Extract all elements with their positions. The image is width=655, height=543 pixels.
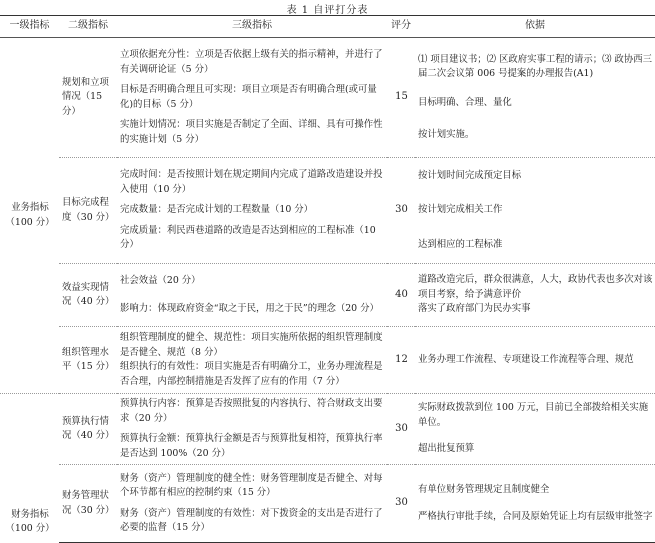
- level3-cell: [117, 327, 387, 394]
- level3-item: 社会效益（20 分）: [120, 274, 201, 286]
- level3-item: 财务（资产）管理制度的有效性：对下拨资金的支出是否进行了必要的监督（15 分）: [120, 507, 383, 533]
- level2-cell: 财务管理状况（30 分）: [59, 465, 117, 543]
- level3-cell: [117, 264, 387, 327]
- basis-item: 有单位财务管理规定且制度健全: [418, 484, 550, 495]
- table-row: [0, 38, 655, 158]
- basis-cell: [415, 465, 655, 543]
- table-caption: 表 1 自评打分表: [286, 5, 369, 16]
- level3-item: 实施计划情况：项目实施是否制定了全面、详细、具有可操作性的实施计划（5 分）: [120, 119, 383, 145]
- level3-item: 预算执行内容：预算是否按照批复的内容执行、符合财政支出要求（20 分）: [120, 398, 383, 424]
- header-row: [0, 16, 655, 38]
- basis-item: 按计划完成相关工作: [418, 204, 503, 216]
- header-level1: 一级指标: [0, 16, 59, 38]
- basis-cell: [415, 38, 655, 158]
- score-cell: 30: [387, 465, 415, 543]
- level2-cell: 规划和立项情况（15 分）: [62, 76, 109, 117]
- level3-cell: [117, 158, 387, 264]
- level2-cell: 组织管理水平（15 分）: [59, 327, 117, 394]
- score-cell: 30: [387, 394, 415, 465]
- basis-item: 达到相应的工程标准: [418, 238, 503, 250]
- basis-item: 目标明确、合理、量化: [418, 96, 512, 108]
- header-level2: 二级指标: [59, 16, 117, 38]
- level3-item: 完成数量：是否完成计划的工程数量（10 分）: [120, 204, 314, 216]
- basis-item: 严格执行审批手续，合同及原始凭证上均有层级审批签字: [418, 510, 653, 522]
- level3-item: 影响力：体现政府资金“取之于民，用之于民”的理念（20 分）: [120, 303, 379, 314]
- level3-item: 预算执行金额：预算执行金额是否与预算批复相符，预算执行率是否达到 100%（20 分）: [120, 433, 383, 459]
- basis-item: 业务办理工作流程、专项建设工作流程等合理、规范: [418, 353, 634, 365]
- level3-item: 目标是否明确合理且可实现：项目立项是否有明确合理(或可量化)的目标（5 分）: [120, 84, 377, 110]
- basis-item: ⑴ 项目建议书；⑵ 区政府实事工程的请示；⑶ 政协西三届二次会议第 006 号提案的办理报告(A1): [418, 53, 652, 79]
- basis-item: 道路改造完后，群众很满意，人大，政协代表也多次对该项目考察，给予满意评价: [418, 274, 653, 300]
- basis-cell: [415, 158, 655, 264]
- basis-cell: [415, 327, 655, 394]
- level2-cell: 预算执行情况（40 分）: [59, 394, 117, 465]
- table-row: [0, 394, 655, 465]
- self-evaluation-table: [0, 15, 655, 543]
- score-cell: 40: [387, 264, 415, 327]
- level3-item: 完成质量：利民西巷道路的改造是否达到相应的工程标准（10 分）: [120, 224, 376, 251]
- score-cell: 15: [395, 91, 408, 103]
- level3-item: 组织执行的有效性：项目实施是否有明确分工，业务办理流程是否合理，内部控制措施是否发挥了应有的作用（7 分）: [120, 361, 383, 387]
- basis-item: 按计划实施。: [418, 129, 475, 140]
- header-score: 评分: [387, 16, 415, 38]
- score-cell: 12: [387, 327, 415, 394]
- level3-item: 完成时间：是否按照计划在规定期间内完成了道路改造建设并投入使用（10 分）: [120, 169, 383, 195]
- level3-cell: [117, 465, 387, 543]
- table-row: [0, 465, 655, 543]
- level3-cell: [117, 394, 387, 465]
- table-row: [0, 158, 655, 264]
- basis-cell: [415, 394, 655, 465]
- score-cell: 30: [387, 158, 415, 264]
- basis-item: 超出批复预算: [418, 443, 475, 455]
- level1-cell: 业务指标（100 分）: [5, 202, 55, 228]
- level2-cell: 目标完成程度（30 分）: [59, 158, 117, 264]
- header-basis: 依据: [415, 16, 655, 38]
- level3-item: 财务（资产）管理制度的健全性：财务管理制度是否健全、对每个环节都有相应的控制约束（15 分）: [120, 472, 383, 498]
- basis-item: 实际财政拨款到位 100 万元，目前已全部拨给相关实施单位。: [418, 402, 649, 428]
- basis-cell: [415, 264, 655, 327]
- level2-cell: 效益实现情况（40 分）: [59, 264, 117, 327]
- level1-cell: 财务指标（100 分）: [0, 394, 59, 543]
- basis-item: 按计划时间完成预定目标: [418, 169, 522, 181]
- level3-item: 组织管理制度的健全、规范性：项目实施所依据的组织管理制度是否健全、规范（8 分）: [120, 332, 383, 358]
- basis-item: 落实了政府部门为民办实事: [418, 303, 531, 315]
- header-level3: 三级指标: [117, 16, 387, 38]
- table-row: [0, 264, 655, 327]
- level3-item: 立项依据充分性：立项是否依据上级有关的指示精神，并进行了有关调研论证（5 分）: [120, 49, 383, 75]
- level3-cell: [117, 38, 387, 158]
- table-row: [0, 327, 655, 394]
